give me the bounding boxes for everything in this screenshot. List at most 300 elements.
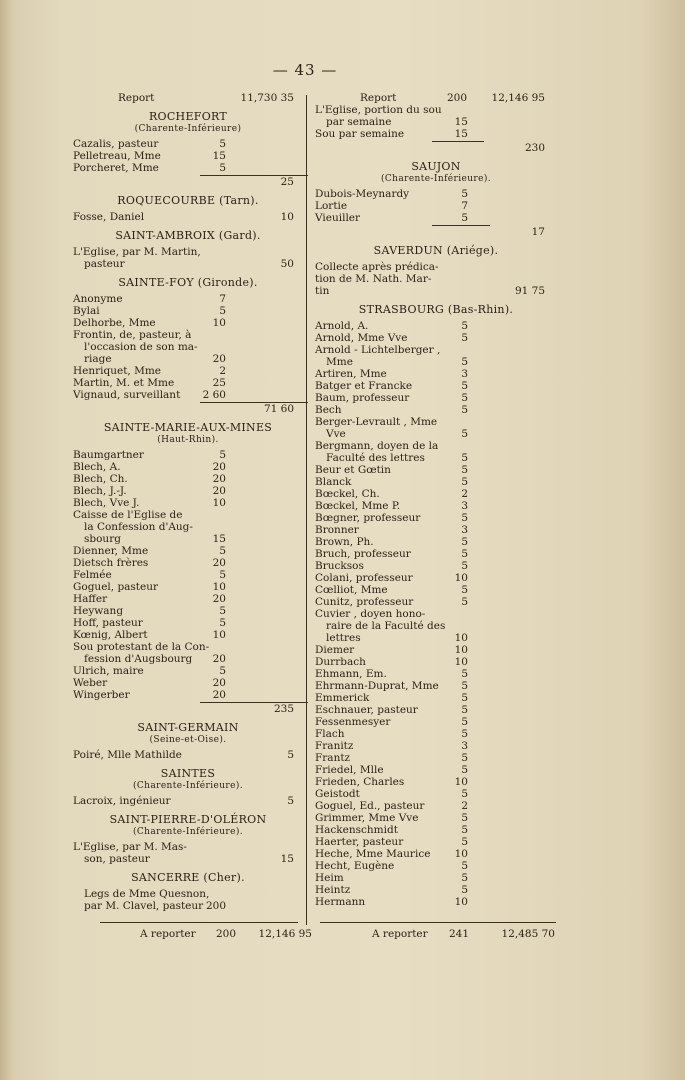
entry-amount: 5 <box>461 728 468 740</box>
entry-name: Fessenmesyer <box>315 716 391 728</box>
entry-name: Baum, professeur <box>315 392 410 404</box>
entry-amount: 10 <box>212 629 226 641</box>
entry-name: Bœckel, Mme P. <box>315 500 401 512</box>
entry-name: Beur et Gœtin <box>315 464 391 476</box>
ledger-row <box>70 557 306 569</box>
entry-name: Dienner, Mme <box>73 545 149 557</box>
ledger-row <box>312 632 560 644</box>
ledger-row <box>312 500 560 512</box>
entry-amount: 7 <box>461 200 468 212</box>
entry-name: Grimmer, Mme Vve <box>315 812 419 824</box>
entry-amount: 20 <box>212 689 226 701</box>
entry-total: 91 75 <box>514 285 545 297</box>
entry-amount: 20 <box>212 485 226 497</box>
entry-amount: 5 <box>461 824 468 836</box>
entry-name: Hermann <box>315 896 366 908</box>
ledger-row <box>312 104 560 116</box>
ledger-row <box>312 524 560 536</box>
entry-name: Henriquet, Mme <box>73 365 162 377</box>
entry-name: sbourg <box>84 533 121 545</box>
entry-name: Flach <box>315 728 345 740</box>
ledger-row <box>312 428 560 440</box>
entry-name: Bylai <box>73 305 100 317</box>
entry-amount: 5 <box>219 449 226 461</box>
ledger-row <box>70 795 306 807</box>
section-total-row <box>312 224 560 238</box>
ledger-row <box>70 689 306 701</box>
entry-name: Ehrmann-Duprat, Mme <box>315 680 439 692</box>
ledger-row <box>70 521 306 533</box>
entry-name: Sou protestant de la Con- <box>73 641 210 653</box>
section-heading: SAINTES <box>160 767 216 780</box>
section-subheading: (Seine-et-Oise). <box>149 735 227 745</box>
entry-name: Emmerick <box>315 692 370 704</box>
entry-amount: 5 <box>461 560 468 572</box>
entry-amount: 5 <box>461 428 468 440</box>
entry-amount: 7 <box>219 293 226 305</box>
entry-name: Heywang <box>73 605 124 617</box>
section-heading: ROQUECOURBE (Tarn). <box>117 194 259 207</box>
entry-amount: 20 <box>212 677 226 689</box>
section-total: 235 <box>273 703 294 715</box>
right-footer-amount: 241 <box>448 928 469 940</box>
entry-amount: 5 <box>461 836 468 848</box>
ledger-row <box>312 656 560 668</box>
section-subheading: (Charente-Inférieure). <box>132 781 244 791</box>
entry-name: Vieuiller <box>315 212 361 224</box>
ledger-row <box>70 246 306 258</box>
entry-amount: 5 <box>461 596 468 608</box>
ledger-row <box>312 872 560 884</box>
left-footer-label: A reporter <box>140 928 196 940</box>
entry-name: pasteur <box>84 258 125 270</box>
entry-amount: 15 <box>454 128 468 140</box>
entry-name: raire de la Faculté des <box>326 620 446 632</box>
section-heading: STRASBOURG (Bas-Rhin). <box>358 303 514 316</box>
entry-name: Collecte après prédica- <box>315 261 439 273</box>
entry-name: Eschnauer, pasteur <box>315 704 418 716</box>
ledger-row <box>312 488 560 500</box>
entry-amount: 5 <box>461 476 468 488</box>
entry-total: 15 <box>280 853 294 865</box>
left-footer-amount: 200 <box>215 928 236 940</box>
ledger-row <box>312 440 560 452</box>
entry-total: 50 <box>280 258 294 270</box>
entry-amount: 5 <box>461 692 468 704</box>
section-subheading: (Haut-Rhin). <box>157 435 219 445</box>
entry-amount: 20 <box>212 473 226 485</box>
ledger-row <box>70 653 306 665</box>
ledger-row <box>312 368 560 380</box>
entry-name: Hecht, Eugène <box>315 860 395 872</box>
ledger-row <box>312 128 560 140</box>
entry-name: par semaine <box>326 116 392 128</box>
section-rule <box>432 225 490 226</box>
ledger-row <box>312 716 560 728</box>
section-heading: ROCHEFORT <box>148 110 228 123</box>
right-footer-label: A reporter <box>372 928 428 940</box>
ledger-row <box>312 560 560 572</box>
entry-amount: 3 <box>461 368 468 380</box>
entry-amount: 3 <box>461 500 468 512</box>
ledger-row <box>70 581 306 593</box>
entry-name: Weber <box>73 677 108 689</box>
entry-amount: 5 <box>461 716 468 728</box>
entry-name: tion de M. Nath. Mar- <box>315 273 432 285</box>
entry-amount: 5 <box>461 548 468 560</box>
ledger-row <box>312 273 560 285</box>
entry-amount: 5 <box>461 452 468 464</box>
entry-name: Legs de Mme Quesnon, <box>84 888 210 900</box>
entry-amount: 20 <box>212 593 226 605</box>
ledger-row <box>70 365 306 377</box>
entry-name: Hoff, pasteur <box>73 617 143 629</box>
ledger-row <box>70 593 306 605</box>
section-heading: SAINT-PIERRE-D'OLÉRON <box>109 813 267 826</box>
ledger-row <box>70 317 306 329</box>
ledger-row <box>312 596 560 608</box>
left-footer <box>70 927 312 941</box>
ledger-row <box>70 449 306 461</box>
ledger-row <box>70 605 306 617</box>
entry-name: Blech, Vve J. <box>73 497 140 509</box>
entry-name: Ulrich, maire <box>73 665 144 677</box>
entry-name: riage <box>84 353 112 365</box>
section-total: 71 60 <box>263 403 294 415</box>
ledger-row <box>70 377 306 389</box>
ledger-row <box>312 452 560 464</box>
ledger-row <box>70 749 306 761</box>
ledger-row <box>312 548 560 560</box>
entry-amount: 5 <box>461 188 468 200</box>
left-column <box>70 92 306 912</box>
ledger-row <box>312 776 560 788</box>
entry-total: 10 <box>280 211 294 223</box>
ledger-row <box>312 692 560 704</box>
section-heading: SANCERRE (Cher). <box>131 871 245 884</box>
entry-name: l'occasion de son ma- <box>84 341 198 353</box>
entry-amount: 5 <box>219 138 226 150</box>
entry-name: Blanck <box>315 476 352 488</box>
entry-name: L'Eglise, portion du sou <box>315 104 442 116</box>
entry-name: Brown, Ph. <box>315 536 374 548</box>
entry-amount: 10 <box>454 644 468 656</box>
entry-amount: 5 <box>461 512 468 524</box>
report-label: Report <box>118 92 155 104</box>
entry-name: Cuvier , doyen hono- <box>315 608 426 620</box>
entry-name: Cœlliot, Mme <box>315 584 388 596</box>
ledger-row <box>70 533 306 545</box>
ledger-row <box>70 545 306 557</box>
entry-amount: 15 <box>454 116 468 128</box>
ledger-row <box>312 788 560 800</box>
entry-name: Dietsch frères <box>73 557 149 569</box>
entry-name: Friedel, Mlle <box>315 764 384 776</box>
section-total-row <box>70 701 306 715</box>
ledger-row <box>70 329 306 341</box>
entry-amount: 15 <box>212 150 226 162</box>
entry-name: Poiré, Mlle Mathilde <box>73 749 182 761</box>
ledger-row <box>312 380 560 392</box>
ledger-row <box>70 389 306 401</box>
ledger-row <box>312 680 560 692</box>
ledger-row <box>312 200 560 212</box>
entry-name: Bœckel, Ch. <box>315 488 380 500</box>
report-total: 11,730 35 <box>240 92 294 104</box>
entry-amount: 20 <box>212 353 226 365</box>
ledger-row <box>312 812 560 824</box>
entry-total: 5 <box>287 749 294 761</box>
ledger-row <box>70 677 306 689</box>
ledger-row <box>70 485 306 497</box>
entry-name: Batger et Francke <box>315 380 413 392</box>
entry-name: Caisse de l'Eglise de <box>73 509 183 521</box>
entry-name: Felmée <box>73 569 112 581</box>
ledger-row <box>312 620 560 632</box>
entry-name: Blech, A. <box>73 461 121 473</box>
entry-amount: 5 <box>461 380 468 392</box>
right-footer-rule <box>320 922 556 923</box>
entry-name: Bœgner, professeur <box>315 512 421 524</box>
ledger-row <box>312 608 560 620</box>
ledger-row <box>312 728 560 740</box>
entry-name: Cazalis, pasteur <box>73 138 159 150</box>
entry-name: la Confession d'Aug- <box>84 521 193 533</box>
entry-name: Arnold, A. <box>315 320 369 332</box>
report-row <box>70 92 306 104</box>
section-total-row <box>312 140 560 154</box>
section-subheading: (Charente-Inférieure). <box>380 174 492 184</box>
ledger-row <box>312 896 560 908</box>
ledger-row <box>70 841 306 853</box>
entry-name: Porcheret, Mme <box>73 162 159 174</box>
entry-name: Blech, Ch. <box>73 473 128 485</box>
ledger-row <box>312 404 560 416</box>
ledger-row <box>312 261 560 273</box>
entry-amount: 10 <box>454 848 468 860</box>
ledger-row <box>312 392 560 404</box>
left-footer-rule <box>100 922 298 923</box>
ledger-row <box>312 536 560 548</box>
entry-name: Colani, professeur <box>315 572 413 584</box>
ledger-row <box>312 416 560 428</box>
entry-amount: 5 <box>461 584 468 596</box>
section-subheading: (Charente-Inférieure) <box>134 124 242 134</box>
entry-name: Hackenschmidt <box>315 824 398 836</box>
entry-name: Frontin, de, pasteur, à <box>73 329 192 341</box>
entry-name: Haffer <box>73 593 108 605</box>
entry-name: Bruch, professeur <box>315 548 411 560</box>
entry-name: Heim <box>315 872 344 884</box>
right-column <box>312 92 560 908</box>
section-heading: SAINT-AMBROIX (Gard). <box>115 229 261 242</box>
entry-name: Vve <box>326 428 346 440</box>
ledger-row <box>70 569 306 581</box>
entry-amount: 5 <box>219 569 226 581</box>
entry-name: tin <box>315 285 330 297</box>
report-row <box>312 92 560 104</box>
entry-amount: 10 <box>454 656 468 668</box>
entry-amount: 5 <box>219 665 226 677</box>
entry-total: 5 <box>287 795 294 807</box>
section-heading: SAINT-GERMAIN <box>137 721 239 734</box>
entry-amount: 200 <box>205 900 226 912</box>
entry-name: Artiren, Mme <box>315 368 387 380</box>
entry-amount: 5 <box>219 162 226 174</box>
entry-name: Kœnig, Albert <box>73 629 148 641</box>
entry-amount: 10 <box>454 896 468 908</box>
entry-name: lettres <box>326 632 361 644</box>
page-number: — 43 — <box>272 61 338 79</box>
entry-amount: 5 <box>461 536 468 548</box>
entry-name: fession d'Augsbourg <box>84 653 193 665</box>
ledger-row <box>312 860 560 872</box>
ledger-row <box>70 293 306 305</box>
ledger-row <box>312 668 560 680</box>
ledger-row <box>70 853 306 865</box>
entry-name: Cunitz, professeur <box>315 596 414 608</box>
entry-amount: 3 <box>461 740 468 752</box>
ledger-row <box>70 497 306 509</box>
entry-name: Lacroix, ingénieur <box>73 795 171 807</box>
ledger-row <box>312 644 560 656</box>
entry-name: L'Eglise, par M. Mas- <box>73 841 187 853</box>
entry-amount: 5 <box>461 356 468 368</box>
entry-name: Sou par semaine <box>315 128 405 140</box>
entry-name: Mme <box>326 356 353 368</box>
ledger-row <box>312 116 560 128</box>
ledger-row <box>70 258 306 270</box>
entry-amount: 5 <box>461 464 468 476</box>
entry-name: Ehmann, Em. <box>315 668 387 680</box>
report-label: Report <box>360 92 397 104</box>
entry-amount: 10 <box>212 497 226 509</box>
ledger-row <box>70 162 306 174</box>
entry-name: Haerter, pasteur <box>315 836 404 848</box>
entry-name: Durrbach <box>315 656 366 668</box>
entry-amount: 5 <box>461 872 468 884</box>
entry-name: Bech <box>315 404 342 416</box>
entry-amount: 10 <box>212 581 226 593</box>
left-footer-total: 12,146 95 <box>258 928 312 940</box>
entry-amount: 5 <box>461 332 468 344</box>
entry-name: Bergmann, doyen de la <box>315 440 439 452</box>
ledger-row <box>312 285 560 297</box>
ledger-row <box>312 572 560 584</box>
ledger-row <box>312 344 560 356</box>
entry-name: Blech, J.-J. <box>73 485 127 497</box>
ledger-row <box>312 704 560 716</box>
ledger-row <box>312 188 560 200</box>
ledger-row <box>312 476 560 488</box>
entry-name: Goguel, Ed., pasteur <box>315 800 425 812</box>
ledger-row <box>312 752 560 764</box>
ledger-row <box>70 211 306 223</box>
ledger-row <box>312 512 560 524</box>
section-subheading: (Charente-Inférieure). <box>132 827 244 837</box>
entry-amount: 5 <box>461 752 468 764</box>
ledger-row <box>70 150 306 162</box>
entry-amount: 5 <box>219 545 226 557</box>
entry-name: Faculté des lettres <box>326 452 425 464</box>
ledger-row <box>70 665 306 677</box>
entry-amount: 2 60 <box>202 389 226 401</box>
entry-name: par M. Clavel, pasteur <box>84 900 204 912</box>
entry-amount: 15 <box>212 533 226 545</box>
entry-amount: 5 <box>461 764 468 776</box>
entry-amount: 5 <box>461 704 468 716</box>
ledger-row <box>312 584 560 596</box>
entry-amount: 5 <box>461 884 468 896</box>
column-divider <box>306 95 307 925</box>
right-footer-total: 12,485 70 <box>501 928 555 940</box>
entry-name: Goguel, pasteur <box>73 581 159 593</box>
entry-name: Heche, Mme Maurice <box>315 848 431 860</box>
entry-amount: 5 <box>461 212 468 224</box>
ledger-row <box>312 740 560 752</box>
entry-name: Martin, M. et Mme <box>73 377 175 389</box>
ledger-row <box>312 848 560 860</box>
section-heading: SAINTE-MARIE-AUX-MINES <box>103 421 273 434</box>
entry-amount: 5 <box>461 320 468 332</box>
entry-name: Frantz <box>315 752 351 764</box>
entry-amount: 25 <box>212 377 226 389</box>
entry-name: Frieden, Charles <box>315 776 405 788</box>
ledger-row <box>70 461 306 473</box>
ledger-row <box>312 764 560 776</box>
entry-name: Baumgartner <box>73 449 144 461</box>
entry-amount: 5 <box>461 668 468 680</box>
ledger-row <box>70 641 306 653</box>
ledger-row <box>312 332 560 344</box>
entry-name: Lortie <box>315 200 348 212</box>
entry-name: Dubois-Meynardy <box>315 188 410 200</box>
ledger-row <box>312 884 560 896</box>
entry-amount: 10 <box>454 632 468 644</box>
entry-name: Delhorbe, Mme <box>73 317 156 329</box>
section-total: 25 <box>280 176 294 188</box>
section-heading: SAINTE-FOY (Gironde). <box>118 276 258 289</box>
entry-amount: 5 <box>219 305 226 317</box>
entry-amount: 5 <box>461 788 468 800</box>
entry-amount: 5 <box>461 680 468 692</box>
ledger-row <box>312 824 560 836</box>
entry-name: Diemer <box>315 644 355 656</box>
entry-amount: 10 <box>454 572 468 584</box>
section-total: 230 <box>524 142 545 154</box>
entry-name: Bronner <box>315 524 359 536</box>
entry-amount: 3 <box>461 524 468 536</box>
entry-name: Heintz <box>315 884 351 896</box>
ledger-row <box>70 617 306 629</box>
entry-amount: 5 <box>461 812 468 824</box>
ledger-row <box>312 800 560 812</box>
entry-name: Arnold, Mme Vve <box>315 332 408 344</box>
entry-amount: 2 <box>461 800 468 812</box>
entry-name: L'Eglise, par M. Martin, <box>73 246 201 258</box>
entry-name: Pelletreau, Mme <box>73 150 161 162</box>
entry-amount: 2 <box>219 365 226 377</box>
ledger-row <box>70 888 306 900</box>
entry-name: son, pasteur <box>84 853 150 865</box>
entry-amount: 10 <box>212 317 226 329</box>
ledger-row <box>312 836 560 848</box>
entry-amount: 5 <box>461 860 468 872</box>
ledger-row <box>312 320 560 332</box>
ledger-row <box>70 473 306 485</box>
ledger-row <box>312 212 560 224</box>
entry-name: Brucksos <box>315 560 364 572</box>
